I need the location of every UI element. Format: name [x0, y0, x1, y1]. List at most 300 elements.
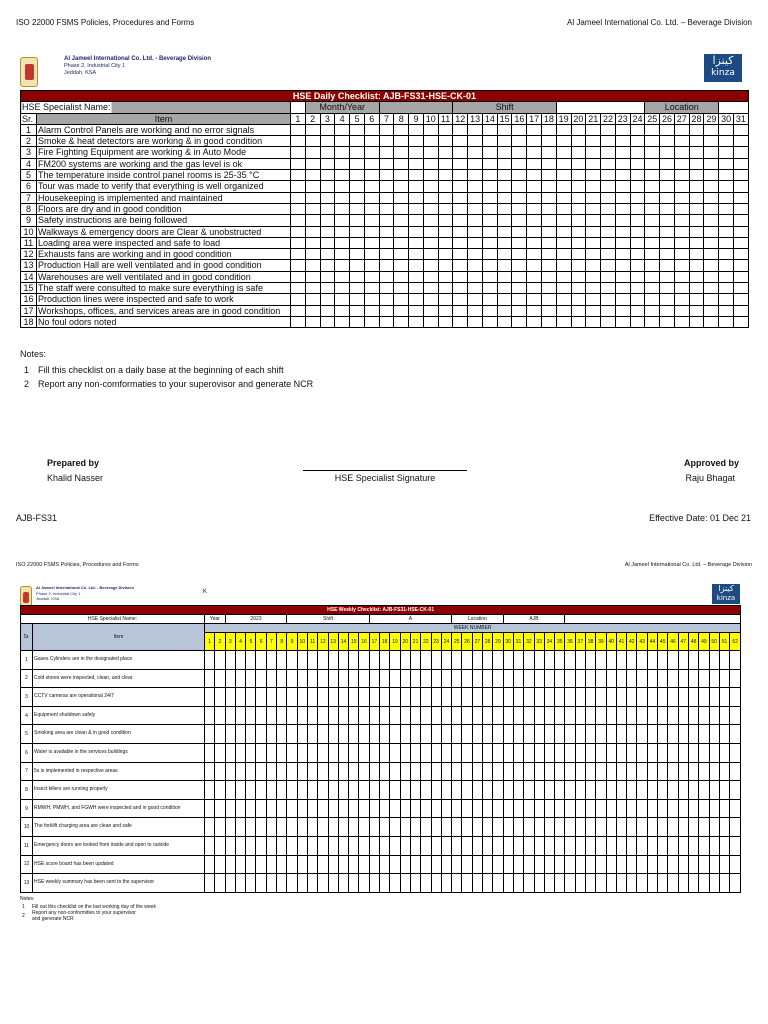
check-cell[interactable] — [688, 706, 698, 725]
check-cell[interactable] — [627, 725, 637, 744]
check-cell[interactable] — [369, 874, 379, 893]
check-cell[interactable] — [349, 799, 359, 818]
check-cell[interactable] — [689, 147, 704, 158]
check-cell[interactable] — [235, 855, 245, 874]
check-cell[interactable] — [733, 170, 748, 181]
check-cell[interactable] — [380, 874, 390, 893]
check-cell[interactable] — [380, 818, 390, 837]
check-cell[interactable] — [453, 271, 468, 282]
check-cell[interactable] — [287, 743, 297, 762]
check-cell[interactable] — [277, 781, 287, 800]
check-cell[interactable] — [493, 818, 503, 837]
check-cell[interactable] — [565, 688, 575, 707]
check-cell[interactable] — [586, 237, 601, 248]
check-cell[interactable] — [328, 799, 338, 818]
check-cell[interactable] — [277, 855, 287, 874]
check-cell[interactable] — [689, 237, 704, 248]
check-cell[interactable] — [318, 688, 328, 707]
check-cell[interactable] — [409, 136, 424, 147]
check-cell[interactable] — [394, 249, 409, 260]
check-cell[interactable] — [409, 158, 424, 169]
check-cell[interactable] — [616, 706, 626, 725]
check-cell[interactable] — [513, 706, 523, 725]
check-cell[interactable] — [555, 706, 565, 725]
check-cell[interactable] — [512, 283, 527, 294]
check-cell[interactable] — [637, 762, 647, 781]
check-cell[interactable] — [542, 237, 557, 248]
check-cell[interactable] — [689, 249, 704, 260]
check-cell[interactable] — [709, 799, 719, 818]
check-cell[interactable] — [409, 215, 424, 226]
check-cell[interactable] — [524, 706, 534, 725]
check-cell[interactable] — [482, 283, 497, 294]
check-cell[interactable] — [291, 226, 306, 237]
check-cell[interactable] — [277, 651, 287, 670]
check-cell[interactable] — [596, 855, 606, 874]
check-cell[interactable] — [305, 294, 320, 305]
check-cell[interactable] — [482, 203, 497, 214]
check-cell[interactable] — [359, 762, 369, 781]
check-cell[interactable] — [660, 203, 675, 214]
check-cell[interactable] — [472, 818, 482, 837]
check-cell[interactable] — [596, 688, 606, 707]
check-cell[interactable] — [468, 203, 483, 214]
check-cell[interactable] — [468, 249, 483, 260]
check-cell[interactable] — [601, 124, 616, 135]
check-cell[interactable] — [320, 192, 335, 203]
check-cell[interactable] — [542, 181, 557, 192]
check-cell[interactable] — [453, 203, 468, 214]
check-cell[interactable] — [235, 818, 245, 837]
check-cell[interactable] — [493, 669, 503, 688]
check-cell[interactable] — [359, 743, 369, 762]
check-cell[interactable] — [678, 651, 688, 670]
check-cell[interactable] — [394, 203, 409, 214]
check-cell[interactable] — [497, 316, 512, 327]
check-cell[interactable] — [215, 651, 225, 670]
check-cell[interactable] — [674, 124, 689, 135]
check-cell[interactable] — [534, 743, 544, 762]
check-cell[interactable] — [689, 124, 704, 135]
check-cell[interactable] — [297, 688, 307, 707]
check-cell[interactable] — [423, 249, 438, 260]
check-cell[interactable] — [556, 215, 571, 226]
check-cell[interactable] — [472, 855, 482, 874]
check-cell[interactable] — [513, 836, 523, 855]
check-cell[interactable] — [630, 158, 645, 169]
check-cell[interactable] — [452, 743, 462, 762]
check-cell[interactable] — [335, 283, 350, 294]
check-cell[interactable] — [305, 203, 320, 214]
check-cell[interactable] — [586, 226, 601, 237]
check-cell[interactable] — [349, 855, 359, 874]
check-cell[interactable] — [438, 136, 453, 147]
check-cell[interactable] — [287, 855, 297, 874]
check-cell[interactable] — [364, 249, 379, 260]
check-cell[interactable] — [266, 836, 276, 855]
check-cell[interactable] — [246, 818, 256, 837]
check-cell[interactable] — [369, 818, 379, 837]
check-cell[interactable] — [305, 316, 320, 327]
check-cell[interactable] — [660, 305, 675, 316]
check-cell[interactable] — [390, 781, 400, 800]
check-cell[interactable] — [320, 170, 335, 181]
check-cell[interactable] — [266, 855, 276, 874]
check-cell[interactable] — [542, 158, 557, 169]
check-cell[interactable] — [497, 260, 512, 271]
check-cell[interactable] — [225, 818, 235, 837]
month-year-field[interactable]: Month/Year — [305, 102, 379, 113]
check-cell[interactable] — [472, 836, 482, 855]
check-cell[interactable] — [359, 651, 369, 670]
check-cell[interactable] — [369, 799, 379, 818]
check-cell[interactable] — [616, 799, 626, 818]
check-cell[interactable] — [305, 158, 320, 169]
check-cell[interactable] — [688, 781, 698, 800]
check-cell[interactable] — [379, 124, 394, 135]
check-cell[interactable] — [246, 799, 256, 818]
check-cell[interactable] — [441, 725, 451, 744]
check-cell[interactable] — [668, 762, 678, 781]
check-cell[interactable] — [297, 651, 307, 670]
check-cell[interactable] — [616, 725, 626, 744]
check-cell[interactable] — [205, 688, 215, 707]
check-cell[interactable] — [423, 192, 438, 203]
check-cell[interactable] — [423, 294, 438, 305]
check-cell[interactable] — [483, 725, 493, 744]
check-cell[interactable] — [297, 706, 307, 725]
check-cell[interactable] — [483, 836, 493, 855]
check-cell[interactable] — [483, 762, 493, 781]
check-cell[interactable] — [512, 294, 527, 305]
check-cell[interactable] — [534, 651, 544, 670]
check-cell[interactable] — [335, 305, 350, 316]
check-cell[interactable] — [328, 818, 338, 837]
check-cell[interactable] — [660, 181, 675, 192]
check-cell[interactable] — [423, 147, 438, 158]
check-cell[interactable] — [297, 762, 307, 781]
check-cell[interactable] — [438, 226, 453, 237]
check-cell[interactable] — [709, 762, 719, 781]
check-cell[interactable] — [468, 215, 483, 226]
check-cell[interactable] — [441, 818, 451, 837]
check-cell[interactable] — [287, 818, 297, 837]
check-cell[interactable] — [719, 226, 734, 237]
check-cell[interactable] — [615, 136, 630, 147]
check-cell[interactable] — [704, 283, 719, 294]
check-cell[interactable] — [524, 651, 534, 670]
check-cell[interactable] — [596, 874, 606, 893]
check-cell[interactable] — [565, 874, 575, 893]
check-cell[interactable] — [390, 669, 400, 688]
check-cell[interactable] — [421, 855, 431, 874]
check-cell[interactable] — [678, 706, 688, 725]
check-cell[interactable] — [565, 799, 575, 818]
check-cell[interactable] — [225, 762, 235, 781]
check-cell[interactable] — [235, 836, 245, 855]
check-cell[interactable] — [468, 283, 483, 294]
check-cell[interactable] — [421, 706, 431, 725]
check-cell[interactable] — [556, 181, 571, 192]
check-cell[interactable] — [379, 147, 394, 158]
check-cell[interactable] — [527, 283, 542, 294]
check-cell[interactable] — [256, 688, 266, 707]
check-cell[interactable] — [704, 249, 719, 260]
check-cell[interactable] — [565, 836, 575, 855]
check-cell[interactable] — [616, 855, 626, 874]
check-cell[interactable] — [359, 706, 369, 725]
check-cell[interactable] — [660, 237, 675, 248]
check-cell[interactable] — [674, 203, 689, 214]
check-cell[interactable] — [678, 836, 688, 855]
check-cell[interactable] — [689, 283, 704, 294]
check-cell[interactable] — [637, 855, 647, 874]
check-cell[interactable] — [586, 305, 601, 316]
check-cell[interactable] — [246, 706, 256, 725]
check-cell[interactable] — [235, 651, 245, 670]
check-cell[interactable] — [266, 651, 276, 670]
check-cell[interactable] — [394, 136, 409, 147]
check-cell[interactable] — [266, 818, 276, 837]
check-cell[interactable] — [390, 762, 400, 781]
check-cell[interactable] — [350, 271, 365, 282]
check-cell[interactable] — [571, 215, 586, 226]
check-cell[interactable] — [704, 294, 719, 305]
check-cell[interactable] — [409, 181, 424, 192]
check-cell[interactable] — [645, 158, 660, 169]
check-cell[interactable] — [483, 855, 493, 874]
check-cell[interactable] — [335, 192, 350, 203]
check-cell[interactable] — [630, 294, 645, 305]
check-cell[interactable] — [544, 799, 554, 818]
check-cell[interactable] — [335, 249, 350, 260]
check-cell[interactable] — [688, 762, 698, 781]
check-cell[interactable] — [512, 260, 527, 271]
check-cell[interactable] — [400, 836, 410, 855]
check-cell[interactable] — [497, 271, 512, 282]
check-cell[interactable] — [733, 283, 748, 294]
check-cell[interactable] — [660, 316, 675, 327]
check-cell[interactable] — [616, 818, 626, 837]
check-cell[interactable] — [297, 855, 307, 874]
check-cell[interactable] — [438, 147, 453, 158]
check-cell[interactable] — [400, 651, 410, 670]
check-cell[interactable] — [616, 836, 626, 855]
check-cell[interactable] — [364, 181, 379, 192]
check-cell[interactable] — [205, 818, 215, 837]
check-cell[interactable] — [246, 725, 256, 744]
check-cell[interactable] — [555, 743, 565, 762]
check-cell[interactable] — [472, 799, 482, 818]
check-cell[interactable] — [205, 743, 215, 762]
check-cell[interactable] — [453, 158, 468, 169]
check-cell[interactable] — [369, 669, 379, 688]
check-cell[interactable] — [235, 743, 245, 762]
check-cell[interactable] — [482, 305, 497, 316]
check-cell[interactable] — [556, 305, 571, 316]
check-cell[interactable] — [394, 181, 409, 192]
check-cell[interactable] — [658, 836, 668, 855]
check-cell[interactable] — [438, 294, 453, 305]
check-cell[interactable] — [335, 136, 350, 147]
check-cell[interactable] — [335, 170, 350, 181]
check-cell[interactable] — [733, 136, 748, 147]
check-cell[interactable] — [482, 192, 497, 203]
check-cell[interactable] — [423, 283, 438, 294]
check-cell[interactable] — [733, 192, 748, 203]
check-cell[interactable] — [615, 124, 630, 135]
check-cell[interactable] — [320, 283, 335, 294]
check-cell[interactable] — [364, 283, 379, 294]
check-cell[interactable] — [400, 688, 410, 707]
check-cell[interactable] — [586, 316, 601, 327]
check-cell[interactable] — [338, 781, 348, 800]
check-cell[interactable] — [394, 260, 409, 271]
check-cell[interactable] — [556, 124, 571, 135]
check-cell[interactable] — [645, 203, 660, 214]
check-cell[interactable] — [575, 669, 585, 688]
check-cell[interactable] — [542, 316, 557, 327]
check-cell[interactable] — [307, 725, 317, 744]
check-cell[interactable] — [606, 762, 616, 781]
check-cell[interactable] — [335, 294, 350, 305]
check-cell[interactable] — [335, 124, 350, 135]
check-cell[interactable] — [350, 170, 365, 181]
check-cell[interactable] — [542, 271, 557, 282]
check-cell[interactable] — [364, 192, 379, 203]
check-cell[interactable] — [394, 305, 409, 316]
check-cell[interactable] — [730, 818, 741, 837]
check-cell[interactable] — [468, 294, 483, 305]
check-cell[interactable] — [266, 669, 276, 688]
check-cell[interactable] — [438, 124, 453, 135]
check-cell[interactable] — [689, 294, 704, 305]
check-cell[interactable] — [287, 688, 297, 707]
check-cell[interactable] — [452, 669, 462, 688]
check-cell[interactable] — [585, 743, 595, 762]
check-cell[interactable] — [453, 237, 468, 248]
check-cell[interactable] — [318, 669, 328, 688]
check-cell[interactable] — [423, 305, 438, 316]
check-cell[interactable] — [225, 669, 235, 688]
check-cell[interactable] — [431, 874, 441, 893]
check-cell[interactable] — [512, 147, 527, 158]
check-cell[interactable] — [719, 743, 729, 762]
check-cell[interactable] — [615, 283, 630, 294]
check-cell[interactable] — [390, 836, 400, 855]
check-cell[interactable] — [318, 651, 328, 670]
check-cell[interactable] — [630, 271, 645, 282]
check-cell[interactable] — [320, 124, 335, 135]
check-cell[interactable] — [338, 669, 348, 688]
check-cell[interactable] — [575, 818, 585, 837]
check-cell[interactable] — [660, 249, 675, 260]
check-cell[interactable] — [338, 799, 348, 818]
check-cell[interactable] — [482, 226, 497, 237]
check-cell[interactable] — [527, 237, 542, 248]
check-cell[interactable] — [277, 762, 287, 781]
check-cell[interactable] — [423, 124, 438, 135]
check-cell[interactable] — [215, 799, 225, 818]
check-cell[interactable] — [542, 305, 557, 316]
check-cell[interactable] — [585, 651, 595, 670]
check-cell[interactable] — [585, 688, 595, 707]
check-cell[interactable] — [423, 136, 438, 147]
check-cell[interactable] — [453, 136, 468, 147]
check-cell[interactable] — [320, 203, 335, 214]
check-cell[interactable] — [452, 762, 462, 781]
check-cell[interactable] — [678, 743, 688, 762]
check-cell[interactable] — [338, 855, 348, 874]
check-cell[interactable] — [493, 855, 503, 874]
check-cell[interactable] — [688, 688, 698, 707]
check-cell[interactable] — [307, 836, 317, 855]
check-cell[interactable] — [586, 147, 601, 158]
check-cell[interactable] — [307, 799, 317, 818]
check-cell[interactable] — [678, 818, 688, 837]
check-cell[interactable] — [410, 706, 420, 725]
check-cell[interactable] — [719, 855, 729, 874]
check-cell[interactable] — [394, 237, 409, 248]
check-cell[interactable] — [468, 305, 483, 316]
check-cell[interactable] — [699, 818, 709, 837]
check-cell[interactable] — [246, 688, 256, 707]
check-cell[interactable] — [503, 669, 513, 688]
check-cell[interactable] — [328, 706, 338, 725]
check-cell[interactable] — [544, 762, 554, 781]
check-cell[interactable] — [575, 743, 585, 762]
check-cell[interactable] — [482, 271, 497, 282]
check-cell[interactable] — [266, 781, 276, 800]
check-cell[interactable] — [235, 669, 245, 688]
check-cell[interactable] — [328, 669, 338, 688]
check-cell[interactable] — [350, 136, 365, 147]
check-cell[interactable] — [318, 799, 328, 818]
check-cell[interactable] — [524, 874, 534, 893]
check-cell[interactable] — [668, 651, 678, 670]
check-cell[interactable] — [524, 743, 534, 762]
check-cell[interactable] — [256, 651, 266, 670]
check-cell[interactable] — [441, 855, 451, 874]
check-cell[interactable] — [266, 762, 276, 781]
check-cell[interactable] — [688, 743, 698, 762]
check-cell[interactable] — [493, 762, 503, 781]
check-cell[interactable] — [596, 781, 606, 800]
check-cell[interactable] — [349, 818, 359, 837]
check-cell[interactable] — [674, 249, 689, 260]
check-cell[interactable] — [699, 651, 709, 670]
check-cell[interactable] — [709, 836, 719, 855]
check-cell[interactable] — [733, 226, 748, 237]
check-cell[interactable] — [534, 706, 544, 725]
check-cell[interactable] — [596, 836, 606, 855]
check-cell[interactable] — [287, 874, 297, 893]
check-cell[interactable] — [369, 762, 379, 781]
check-cell[interactable] — [637, 743, 647, 762]
check-cell[interactable] — [482, 249, 497, 260]
check-cell[interactable] — [615, 158, 630, 169]
check-cell[interactable] — [431, 818, 441, 837]
check-cell[interactable] — [668, 799, 678, 818]
check-cell[interactable] — [215, 781, 225, 800]
check-cell[interactable] — [441, 743, 451, 762]
check-cell[interactable] — [307, 762, 317, 781]
check-cell[interactable] — [678, 799, 688, 818]
check-cell[interactable] — [291, 170, 306, 181]
check-cell[interactable] — [468, 147, 483, 158]
check-cell[interactable] — [555, 799, 565, 818]
check-cell[interactable] — [379, 237, 394, 248]
